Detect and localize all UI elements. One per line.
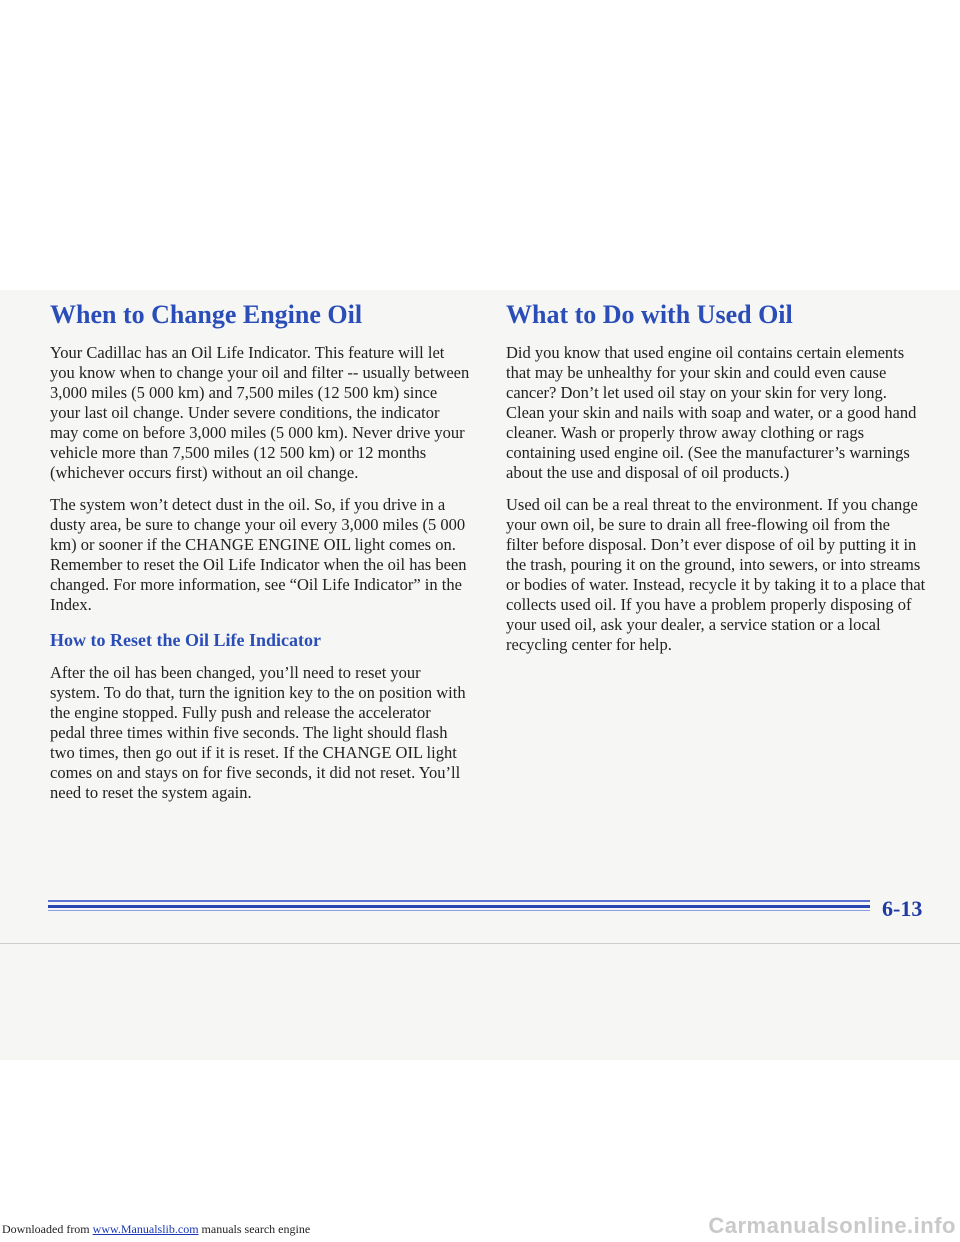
paragraph-reset-procedure: After the oil has been changed, you’ll need to reset your system. To do that, turn the ignition key to the on position with the engine stopped. Fully push and release the accelerator pedal three times within five seconds. The light should flash two times, then go out if it is reset. If the CHANGE OIL light comes on and stays on for five seconds, it did not reset. You’ll need to reset the system again. [50, 663, 466, 802]
paragraph-environment: Used oil can be a real threat to the environment. If you change your own oil, be sure to drain all free-flowing oil from the filter before disposal. Don’t ever dispose of oil by putting it in the trash, pouring it on the ground, into sewers, or into streams or bodies of water. Instead, recycle it by taking it to a place that collects used oil. If you have a problem properly disposing of your used oil, ask your dealer, a service station or a local recycling center for help. [506, 495, 926, 654]
top-margin [0, 0, 960, 290]
paragraph-oil-life-indicator: Your Cadillac has an Oil Life Indicator. This feature will let you know when to change your oil and filter -- usually between 3,000 miles (5 000 km) and 7,500 miles (12 500 km) since your last oil change. Under severe conditions, the indicator may come on before 3,000 miles (5 000 km). Never drive your vehicle more than 7,500 miles (12 500 km) or 12 months (whichever occurs first) without an oil change. [50, 343, 470, 482]
download-prefix: Downloaded from [2, 1222, 93, 1236]
download-suffix: manuals search engine [198, 1222, 311, 1236]
subheading-reset-indicator: How to Reset the Oil Life Indicator [50, 630, 321, 650]
heading-used-oil: What to Do with Used Oil [506, 300, 793, 329]
paragraph-health-warning: Did you know that used engine oil contains certain elements that may be unhealthy for your skin and could even cause cancer? Don’t let used oil stay on your skin for very long. Clean your skin and nails with soap and water, or a good hand cleaner. Wash or properly throw away clothing or rags containing used engine oil. (See the manufacturer’s warnings about the use and disposal of oil products.) [506, 343, 917, 482]
rule-line-thick [48, 905, 870, 908]
watermark-text: Carmanualsonline.info [708, 1213, 956, 1238]
heading-change-engine-oil: When to Change Engine Oil [50, 300, 363, 329]
footer-rule [48, 896, 870, 918]
rule-line-thin [48, 900, 870, 902]
rule-line-hairline [48, 910, 870, 911]
right-column [506, 300, 926, 667]
download-bar [2, 1222, 310, 1237]
left-column [50, 300, 470, 815]
page-fold-line [0, 943, 960, 944]
manualslib-link[interactable]: www.Manualslib.com [92, 1222, 199, 1236]
page-number: 6-13 [882, 896, 923, 921]
paragraph-dusty-conditions: The system won’t detect dust in the oil. So, if you drive in a dusty area, be sure to change your oil every 3,000 miles (5 000 km) or sooner if the CHANGE ENGINE OIL light comes on. Remember to reset the Oil Life Indicator when the oil has been changed. For more information, see “Oil Life Indicator” in the Index. [50, 495, 467, 614]
